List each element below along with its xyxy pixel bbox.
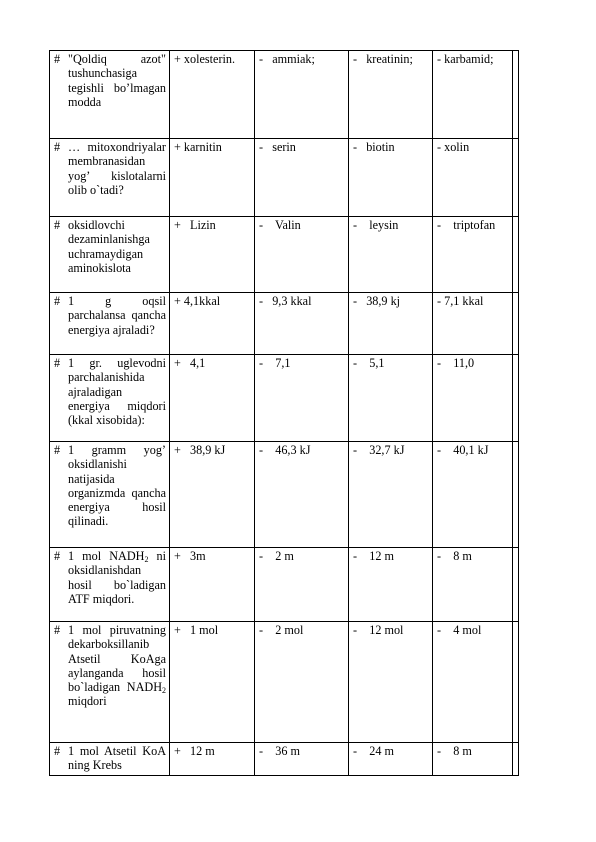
- option-cell-correct: [170, 743, 255, 776]
- option-cell-correct: [170, 442, 255, 548]
- question-marker: #: [54, 218, 61, 232]
- option-text: - 2 m: [259, 549, 294, 563]
- option-text: + Lizin: [174, 218, 216, 232]
- question-cell: [50, 293, 170, 355]
- option-text: - 24 m: [353, 744, 394, 758]
- question-row: [50, 217, 519, 293]
- option-cell: [255, 355, 349, 442]
- option-text: - 7,1 kkal: [437, 294, 484, 308]
- question-marker: #: [54, 140, 61, 154]
- option-cell: [433, 293, 513, 355]
- option-text: + xolesterin.: [174, 52, 236, 66]
- option-text: - 36 m: [259, 744, 300, 758]
- question-text: "Qoldiq azot" tushunchasiga tegishli bo’lmagan modda: [68, 52, 166, 109]
- question-cell: [50, 622, 170, 743]
- option-text: + 38,9 kJ: [174, 443, 226, 457]
- option-text: - xolin: [437, 140, 470, 154]
- question-row: [50, 355, 519, 442]
- question-marker: #: [54, 744, 61, 758]
- question-row: [50, 293, 519, 355]
- empty-cell: [513, 743, 519, 776]
- quiz-table: [49, 50, 519, 776]
- question-marker: #: [54, 294, 61, 308]
- option-cell: [349, 293, 433, 355]
- option-cell-correct: [170, 51, 255, 139]
- option-cell: [349, 442, 433, 548]
- option-text: - 12 mol: [353, 623, 404, 637]
- option-cell: [349, 217, 433, 293]
- option-cell: [255, 442, 349, 548]
- question-text: 1 gramm yog’ oksidlanishi natijasida organizmda qancha energiya hosil qilinadi.: [68, 443, 166, 529]
- question-row: [50, 548, 519, 622]
- option-cell-correct: [170, 293, 255, 355]
- option-text: - 40,1 kJ: [437, 443, 489, 457]
- option-cell: [255, 293, 349, 355]
- question-marker: #: [54, 356, 61, 370]
- question-row: [50, 442, 519, 548]
- option-text: - serin: [259, 140, 296, 154]
- option-text: - karbamid;: [437, 52, 494, 66]
- question-text: 1 gr. uglevodni parchalanishida ajraladigan energiya miqdori (kkal xisobida):: [68, 356, 166, 428]
- option-cell: [349, 743, 433, 776]
- question-row: [50, 51, 519, 139]
- option-text: + karnitin: [174, 140, 222, 154]
- option-text: - 9,3 kkal: [259, 294, 312, 308]
- option-text: - triptofan: [437, 218, 496, 232]
- question-cell: [50, 217, 170, 293]
- question-row: [50, 743, 519, 776]
- option-cell: [349, 355, 433, 442]
- option-text: - 32,7 kJ: [353, 443, 405, 457]
- option-text: - ammiak;: [259, 52, 315, 66]
- question-text-part: miqdori: [68, 694, 107, 709]
- question-cell: [50, 355, 170, 442]
- option-cell: [433, 51, 513, 139]
- question-text: 1 mol Atsetil KoA ning Krebs: [68, 744, 166, 773]
- option-cell: [433, 622, 513, 743]
- option-cell-correct: [170, 548, 255, 622]
- question-cell: [50, 743, 170, 776]
- question-text: oksidlovchi dezaminlanishga uchramaydigan aminokislota: [68, 218, 150, 275]
- option-cell: [349, 139, 433, 217]
- question-cell: [50, 139, 170, 217]
- option-cell: [433, 743, 513, 776]
- question-row: [50, 622, 519, 743]
- question-text-part: ni oksidlanishdan hosil bo`ladigan ATF miqdori.: [68, 549, 167, 606]
- option-cell: [255, 51, 349, 139]
- option-text: + 3m: [174, 549, 206, 563]
- empty-cell: [513, 442, 519, 548]
- empty-cell: [513, 51, 519, 139]
- option-cell: [433, 217, 513, 293]
- option-cell-correct: [170, 622, 255, 743]
- empty-cell: [513, 293, 519, 355]
- question-text: 1 g oqsil parchalansa qancha energiya ajraladi?: [68, 294, 166, 337]
- option-text: - 38,9 kj: [353, 294, 401, 308]
- question-cell: [50, 442, 170, 548]
- question-text: … mitoxondriyalar membranasidan yog’ kislotalarni olib o`tadi?: [68, 140, 166, 197]
- option-text: - 5,1: [353, 356, 385, 370]
- option-cell: [255, 743, 349, 776]
- option-text: - leysin: [353, 218, 399, 232]
- question-text-part: 1 mol NADH: [68, 549, 145, 563]
- question-cell: [50, 51, 170, 139]
- option-cell: [349, 548, 433, 622]
- option-text: + 4,1kkal: [174, 294, 221, 308]
- option-text: + 1 mol: [174, 623, 219, 637]
- option-cell: [433, 355, 513, 442]
- question-marker: #: [54, 549, 61, 563]
- question-text: [68, 623, 166, 709]
- option-text: + 4,1: [174, 356, 206, 370]
- option-cell-correct: [170, 355, 255, 442]
- question-text: [68, 549, 166, 606]
- option-text: - 7,1: [259, 356, 291, 370]
- option-text: - 12 m: [353, 549, 394, 563]
- empty-cell: [513, 548, 519, 622]
- option-cell: [349, 622, 433, 743]
- option-cell: [255, 622, 349, 743]
- empty-cell: [513, 622, 519, 743]
- subscript: 2: [162, 686, 166, 696]
- empty-cell: [513, 355, 519, 442]
- option-cell: [255, 548, 349, 622]
- option-cell: [255, 217, 349, 293]
- question-marker: #: [54, 623, 61, 637]
- question-marker: #: [54, 443, 61, 457]
- option-text: - 11,0: [437, 356, 475, 370]
- question-text-part: 1 mol piruvatning dekarboksillanib Atsetil KoAga aylanganda hosil bo`ladigan NADH: [68, 623, 166, 695]
- option-text: - 8 m: [437, 744, 472, 758]
- option-text: - kreatinin;: [353, 52, 413, 66]
- option-cell-correct: [170, 217, 255, 293]
- option-text: - 46,3 kJ: [259, 443, 311, 457]
- subscript: 2: [144, 555, 149, 564]
- option-cell: [433, 139, 513, 217]
- option-text: - biotin: [353, 140, 395, 154]
- question-row: [50, 139, 519, 217]
- empty-cell: [513, 139, 519, 217]
- option-cell: [255, 139, 349, 217]
- question-marker: #: [54, 52, 61, 66]
- question-cell: [50, 548, 170, 622]
- option-text: + 12 m: [174, 744, 215, 758]
- option-text: - Valin: [259, 218, 301, 232]
- option-cell: [433, 442, 513, 548]
- option-cell: [433, 548, 513, 622]
- option-text: - 8 m: [437, 549, 472, 563]
- option-cell-correct: [170, 139, 255, 217]
- option-text: - 2 mol: [259, 623, 304, 637]
- empty-cell: [513, 217, 519, 293]
- option-text: - 4 mol: [437, 623, 482, 637]
- option-cell: [349, 51, 433, 139]
